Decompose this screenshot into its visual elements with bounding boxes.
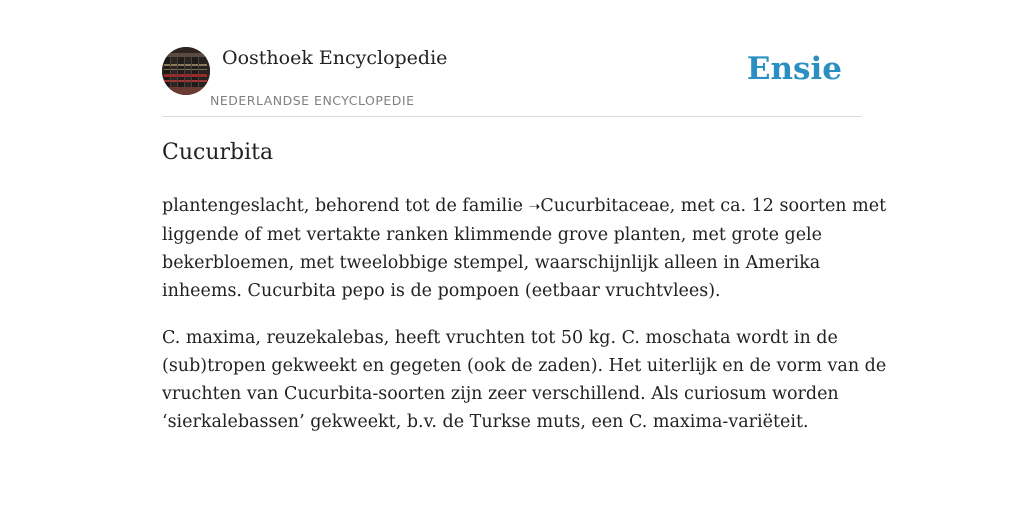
arrow-right-icon: ➝ <box>528 199 541 215</box>
line-text: plantengeslacht, behorend tot de familie <box>162 196 529 216</box>
article-paragraph-2 <box>162 324 887 436</box>
cross-reference-link[interactable] <box>529 196 670 216</box>
encyclopedia-books-icon <box>162 47 210 95</box>
line-text: , met ca. 12 soorten met <box>669 196 887 216</box>
source-subtitle: NEDERLANDSE ENCYCLOPEDIE <box>210 93 415 108</box>
paragraph-line: liggende of met vertakte ranken klimmende grove planten, met grote gele <box>162 225 823 245</box>
paragraph-line: inheems. Cucurbita pepo is de pompoen (eetbaar vruchtvlees). <box>162 281 721 301</box>
article-paragraph-1 <box>162 192 887 305</box>
cross-reference-label[interactable]: Cucurbitaceae <box>540 196 670 216</box>
paragraph-line <box>162 192 887 221</box>
source-avatar[interactable] <box>162 47 210 95</box>
article-body <box>162 192 887 455</box>
paragraph-line: C. maxima, reuzekalebas, heeft vruchten tot 50 kg. C. moschata wordt in de <box>162 328 838 348</box>
paragraph-line: bekerbloemen, met tweelobbige stempel, waarschijnlijk alleen in Amerika <box>162 253 821 273</box>
ensie-logo-link[interactable]: Ensie <box>746 51 842 87</box>
article-title: Cucurbita <box>162 140 274 165</box>
paragraph-line: (sub)tropen gekweekt en gegeten (ook de zaden). Het uiterlijk en de vorm van de <box>162 356 887 376</box>
source-name[interactable]: Oosthoek Encyclopedie <box>222 47 448 69</box>
paragraph-line: vruchten van Cucurbita-soorten zijn zeer verschillend. Als curiosum worden <box>162 384 839 404</box>
paragraph-line: ‘sierkalebassen’ gekweekt, b.v. de Turkse muts, een C. maxima-variëteit. <box>162 412 809 432</box>
source-header <box>162 46 862 117</box>
